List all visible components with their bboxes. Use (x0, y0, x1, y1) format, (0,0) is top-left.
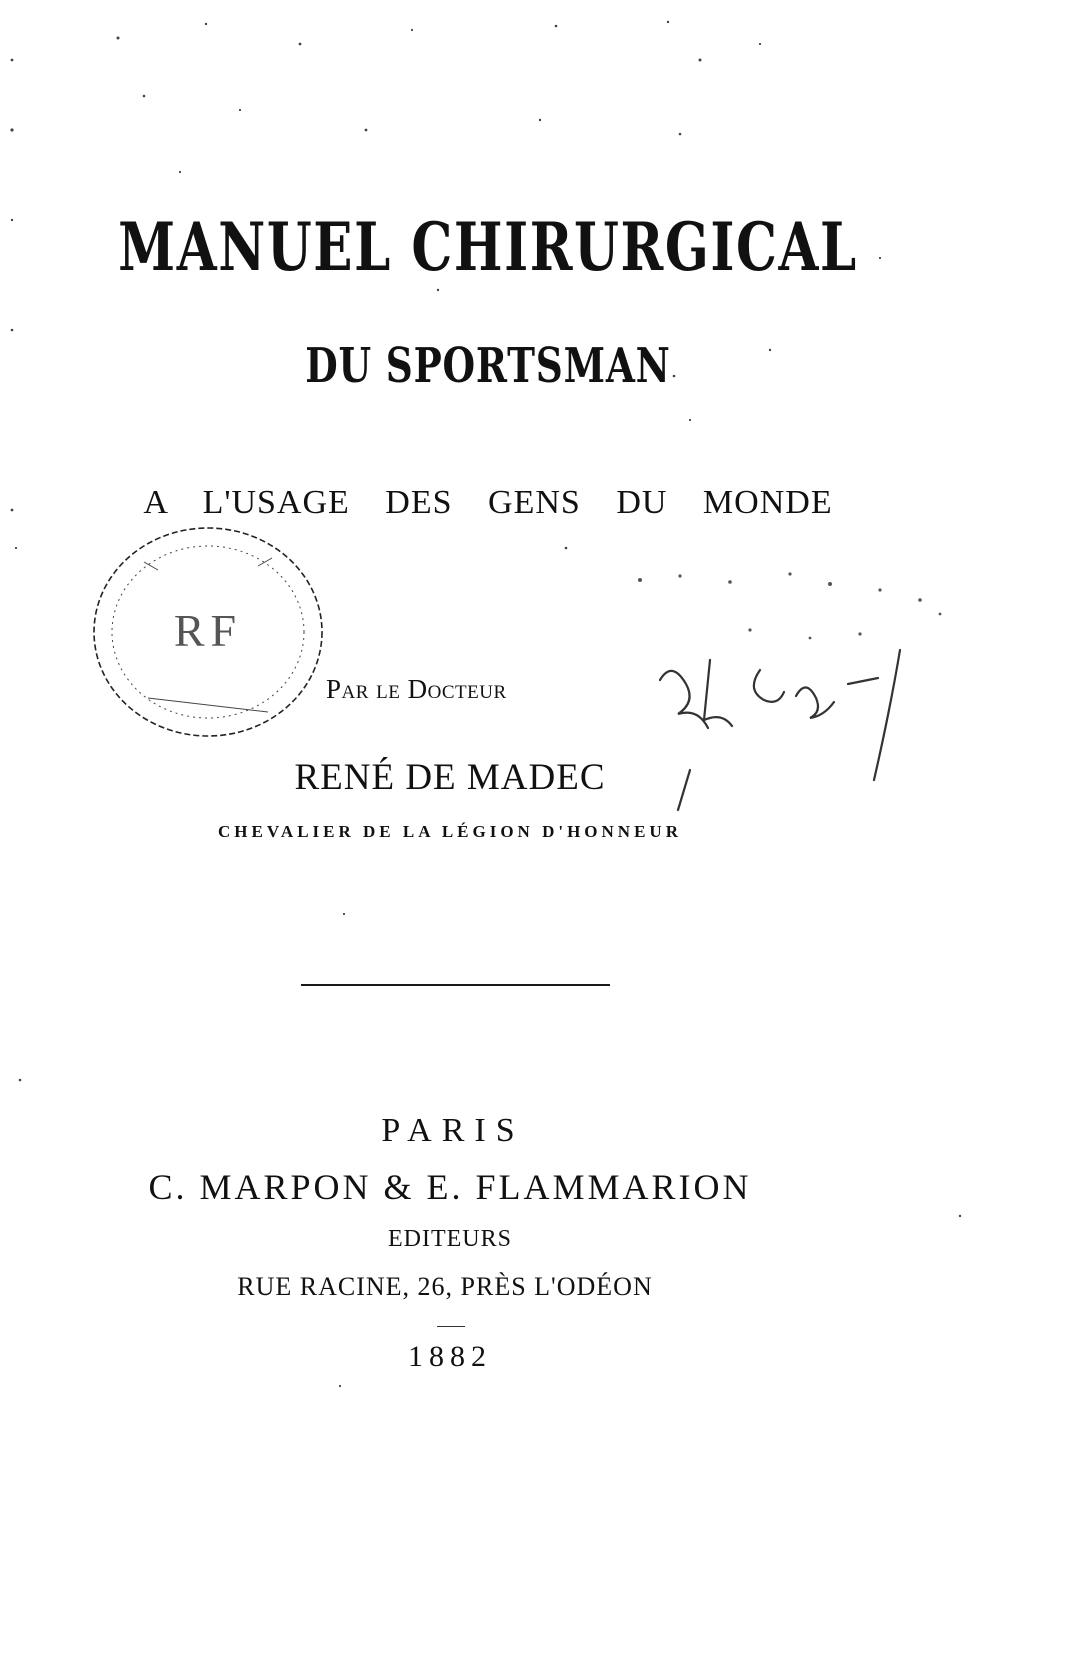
imprint-role: EDITEURS (388, 1226, 512, 1252)
stamp-monogram: RF (173, 605, 243, 656)
library-stamp (88, 522, 328, 742)
author-intro: Par le Docteur (326, 674, 507, 704)
imprint-year: 1882 (408, 1340, 492, 1373)
imprint-city: PARIS (381, 1112, 525, 1149)
author-distinction: CHEVALIER DE LA LÉGION D'HONNEUR (218, 822, 682, 841)
section-divider (301, 984, 610, 986)
book-subtitle-usage: A L'USAGE DES GENS DU MONDE (143, 484, 833, 521)
year-divider (437, 1326, 465, 1327)
author-name: RENÉ DE MADEC (294, 757, 606, 798)
book-title: MANUEL CHIRURGICAL (118, 208, 858, 286)
imprint-publisher: C. MARPON & E. FLAMMARION (148, 1167, 752, 1207)
imprint-address: RUE RACINE, 26, PRÈS L'ODÉON (237, 1272, 653, 1301)
book-subtitle: DU SPORTSMAN (305, 338, 671, 394)
